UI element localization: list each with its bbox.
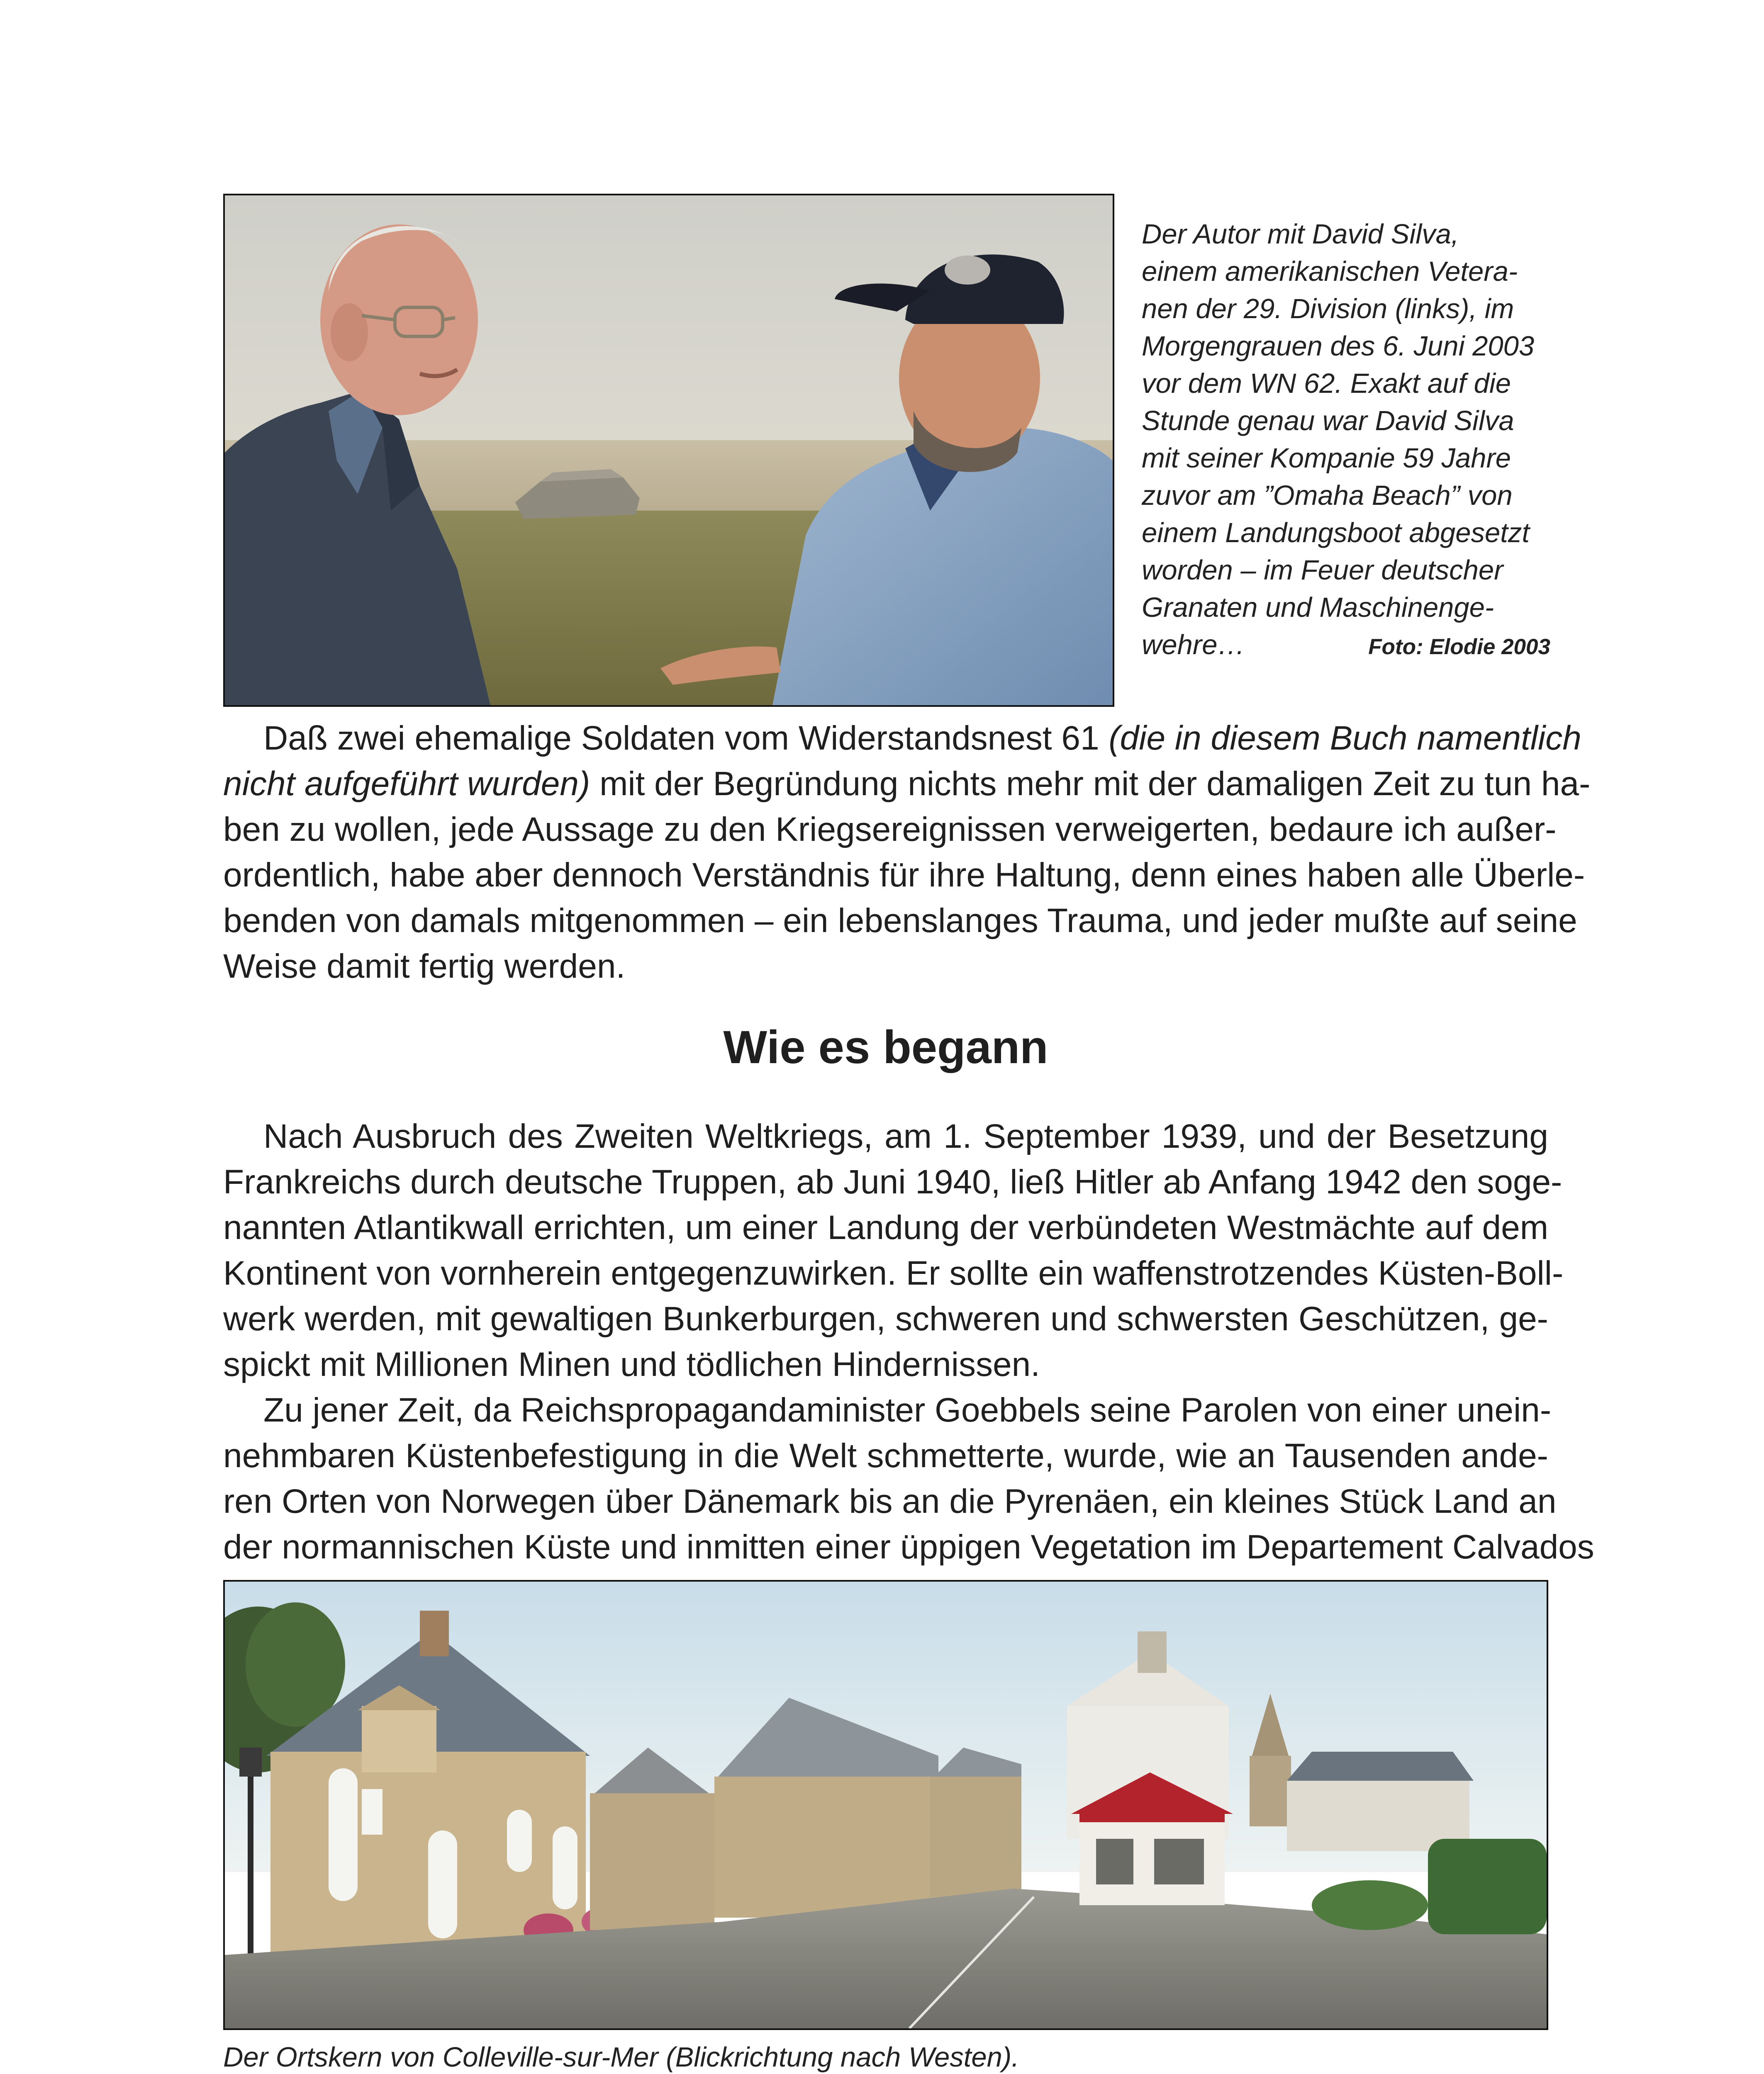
text-span: mit der Begründung nichts mehr mit der damaligen Zeit zu tun ha- <box>590 765 1591 803</box>
caption-line: Granaten und Maschinenge- <box>1142 592 1494 623</box>
caption-line: einem amerikanischen Vetera- <box>1142 256 1518 287</box>
caption-line: mit seiner Kompanie 59 Jahre <box>1142 443 1511 474</box>
bottom-photo-caption <box>223 2039 1548 2074</box>
text-line: nehmbaren Küstenbefestigung in die Welt schmetterte, wurde, wie an Tausenden ande- <box>223 1437 1548 1475</box>
veterans-photo <box>223 194 1114 707</box>
text-line: spickt mit Millionen Minen und tödlichen Hindernissen. <box>223 1346 1040 1383</box>
caption-line: Der Autor mit David Silva, <box>1142 219 1459 250</box>
text-line: Nach Ausbruch des Zweiten Weltkriegs, am 1. September 1939, und der Besetzung <box>263 1117 1548 1155</box>
italic-span: (die in diesem Buch namentlich <box>1109 719 1581 757</box>
text-line: ren Orten von Norwegen über Dänemark bis an die Pyrenäen, ein kleines Stück Land an <box>223 1482 1557 1520</box>
caption-line: zuvor am ”Omaha Beach” von <box>1142 480 1513 511</box>
text-line: benden von damals mitgenommen – ein lebenslanges Trauma, und jeder mußte auf seine <box>223 902 1577 940</box>
caption-line: wehre… <box>1142 629 1245 660</box>
caption-line: einem Landungsboot abgesetzt <box>1142 517 1530 548</box>
text-line: ordentlich, habe aber dennoch Verständnis für ihre Haltung, denn eines haben alle Überle- <box>223 856 1585 894</box>
caption-line: Stunde genau war David Silva <box>1142 405 1514 436</box>
italic-span: nicht aufgeführt wurden) <box>223 765 590 803</box>
veterans-photo-art <box>225 195 1113 705</box>
village-photo <box>223 1580 1548 2030</box>
paragraph-intro <box>223 716 1591 989</box>
caption-line: Der Ortskern von Colleville-sur-Mer (Blickrichtung nach Westen). <box>223 2042 1019 2073</box>
text-line: Zu jener Zeit, da Reichspropagandaminister Goebbels seine Parolen von einer unein- <box>263 1391 1552 1429</box>
paragraph-history <box>223 1114 1594 1570</box>
caption-line: Morgengrauen des 6. Juni 2003 <box>1142 331 1535 362</box>
text-line: Weise damit fertig werden. <box>223 947 626 985</box>
text-span: Daß zwei ehemalige Soldaten vom Widerstandsnest 61 <box>263 719 1109 757</box>
caption-line: nen der 29. Division (links), im <box>1142 293 1514 324</box>
text-line: Frankreichs durch deutsche Truppen, ab Juni 1940, ließ Hitler ab Anfang 1942 den soge- <box>223 1163 1562 1201</box>
top-photo-caption <box>1142 216 1550 666</box>
text-line: ben zu wollen, jede Aussage zu den Kriegsereignissen verweigerten, bedaure ich außer- <box>223 811 1557 848</box>
section-heading: Wie es begann <box>723 1021 1048 1073</box>
caption-last-row <box>1142 626 1550 666</box>
text-line: Kontinent von vornherein entgegenzuwirken. Er sollte ein waffenstrotzendes Küsten-Boll- <box>223 1254 1564 1292</box>
text-line <box>223 761 1591 807</box>
text-line: werk werden, mit gewaltigen Bunkerburgen, schweren und schwersten Geschützen, ge- <box>223 1300 1548 1338</box>
text-line: nannten Atlantikwall errichten, um einer Landung der verbündeten Westmächte auf dem <box>223 1209 1548 1246</box>
village-photo-art <box>225 1582 1547 2028</box>
photo-credit: Foto: Elodie 2003 <box>1368 635 1550 659</box>
text-line <box>223 716 1581 761</box>
text-line: der normannischen Küste und inmitten einer üppigen Vegetation im Departement Calvados <box>223 1528 1594 1566</box>
caption-line: vor dem WN 62. Exakt auf die <box>1142 368 1511 399</box>
caption-line: worden – im Feuer deutscher <box>1142 555 1503 586</box>
